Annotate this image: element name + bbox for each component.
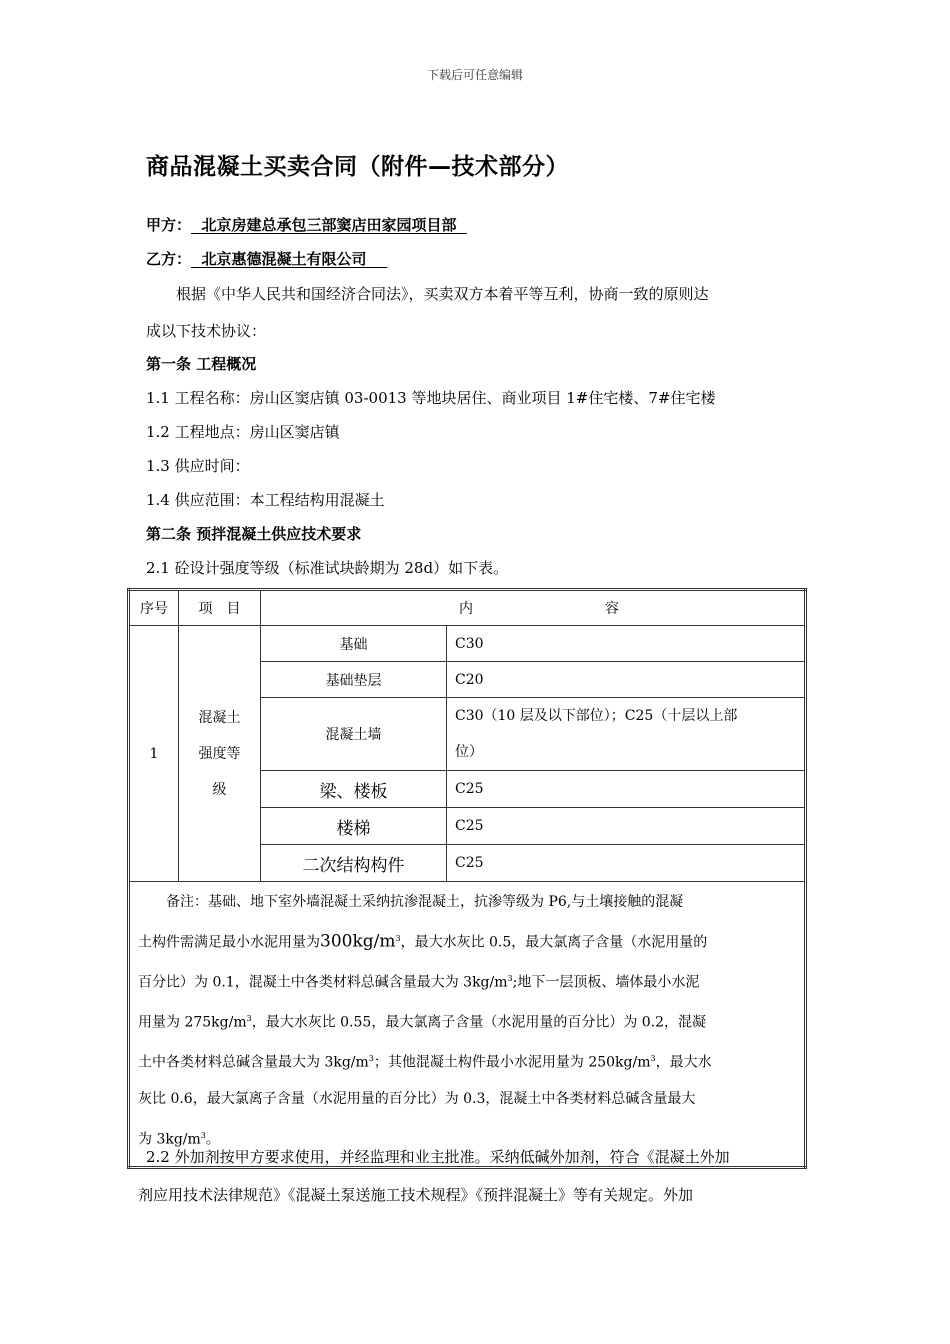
strength-grade-table bbox=[127, 588, 807, 1169]
table-header-row bbox=[129, 590, 806, 626]
row-number: 1 bbox=[129, 626, 179, 882]
contract-title: 商品混凝土买卖合同（附件—技术部分） bbox=[146, 154, 569, 180]
grade-cell: C25 bbox=[447, 771, 806, 808]
article1-item: 1.3 供应时间： bbox=[146, 457, 250, 475]
table-note-row bbox=[129, 882, 806, 1168]
article1-item: 1.4 供应范围：本工程结构用混凝土 bbox=[146, 491, 385, 509]
item-name: 混凝土 强度等 级 bbox=[179, 626, 261, 882]
grade-cell: C25 bbox=[447, 845, 806, 882]
item-2-2-line1: 2.2 外加剂按甲方要求使用，并经监理和业主批准。采纳低碱外加剂，符合《混凝土外加 bbox=[146, 1148, 730, 1166]
grade-cell: C20 bbox=[447, 662, 806, 698]
header-content: 内 容 bbox=[261, 590, 806, 626]
grade-cell: C30（10 层及以下部位）；C25（十层以上部 位） bbox=[447, 698, 806, 771]
part-cell: 混凝土墙 bbox=[261, 698, 447, 771]
article1-heading: 第一条 工程概况 bbox=[146, 355, 257, 373]
grade-cell: C25 bbox=[447, 808, 806, 845]
part-cell: 基础 bbox=[261, 626, 447, 662]
party-b-label: 乙方： bbox=[146, 250, 192, 268]
party-b-value: 北京惠德混凝土有限公司 bbox=[201, 250, 367, 268]
header-item: 项 目 bbox=[179, 590, 261, 626]
table-note: 备注：基础、地下室外墙混凝土采纳抗渗混凝土，抗渗等级为 P6,与土壤接触的混凝 土构件需满足最小水泥用量为$300kg/m^3$，最大水灰比 0.5，最大氯离子含量（水泥用量的 百分比）为 0.1，混凝土中各类材料总碱含量最大为 $3kg/m^3$;地下一层顶板、墙体最小水泥 用量为 $275kg/m^3$，最大水灰比 0.55，最大氯离子含量（水泥用量的百分比）为 0.2，混凝 土中各类材料总碱含量最大为 $3kg/m^3$；其他混凝土构件最小水泥用量为 $250kg/m^3$，最大水 灰比 0.6，最大氯离子含量（水泥用量的百分比）为 0.3，混凝土中各类材料总碱含量最大 为 $3kg/m^3$。 bbox=[129, 882, 806, 1168]
header-note: 下载后可任意编辑 bbox=[426, 68, 523, 82]
party-a-value: 北京房建总承包三部窦店田家园项目部 bbox=[201, 216, 457, 234]
item-2-2-line2: 剂应用技术法律规范》《混凝土泵送施工技术规程》《预拌混凝土》等有关规定。外加 bbox=[138, 1186, 694, 1204]
article1-item: 1.2 工程地点：房山区窦店镇 bbox=[146, 423, 340, 441]
intro-paragraph-line1: 根据《中华人民共和国经济合同法》，买卖双方本着平等互利，协商一致的原则达 bbox=[176, 285, 709, 303]
party-b-line bbox=[146, 248, 387, 269]
header-no: 序号 bbox=[129, 590, 179, 626]
intro-paragraph-line2: 成以下技术协议： bbox=[146, 322, 267, 340]
party-a-label: 甲方： bbox=[146, 216, 192, 234]
part-cell: 基础垫层 bbox=[261, 662, 447, 698]
table-row bbox=[129, 626, 806, 662]
part-cell: 二次结构构件 bbox=[261, 845, 447, 882]
grade-cell: C30 bbox=[447, 626, 806, 662]
article1-item: 1.1 工程名称：房山区窦店镇 03-0013 等地块居住、商业项目 1#住宅楼、7#住宅楼 bbox=[146, 389, 716, 407]
article2-item-2-1: 2.1 砼设计强度等级（标准试块龄期为 28d）如下表。 bbox=[146, 559, 509, 577]
article2-heading: 第二条 预拌混凝土供应技术要求 bbox=[146, 525, 362, 543]
part-cell: 梁、楼板 bbox=[261, 771, 447, 808]
part-cell: 楼梯 bbox=[261, 808, 447, 845]
party-a-line bbox=[146, 214, 467, 235]
